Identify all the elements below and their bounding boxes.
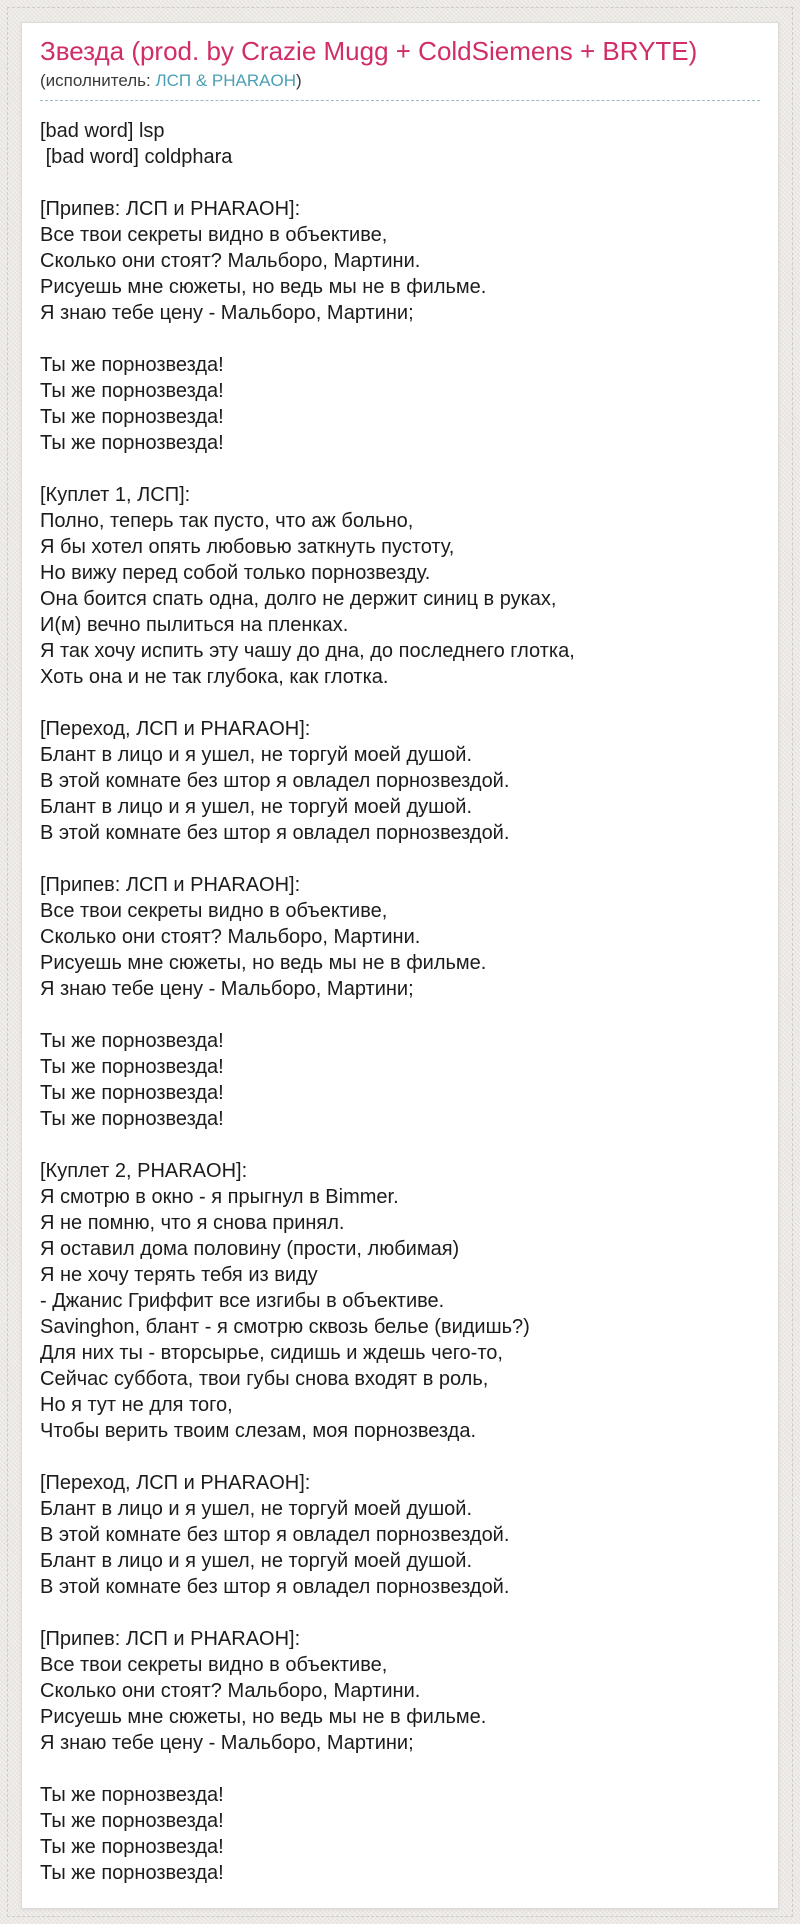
lyric-line: [Куплет 1, ЛСП]:	[40, 484, 191, 506]
stanza-gap	[40, 326, 760, 352]
lyric-line: Ты же порнозвезда!	[40, 1082, 224, 1104]
lyric-line: Ты же порнозвезда!	[40, 380, 224, 402]
lyric-line: Сейчас суббота, твои губы снова входят в роль,	[40, 1368, 489, 1390]
lyric-line: Рисуешь мне сюжеты, но ведь мы не в фильме.	[40, 952, 487, 974]
stanza-gap	[40, 846, 760, 872]
lyric-line: Блант в лицо и я ушел, не торгуй моей душой.	[40, 1498, 473, 1520]
lyric-line: Ты же порнозвезда!	[40, 406, 224, 428]
lyric-line: [Припев: ЛСП и PHARAOH]:	[40, 198, 301, 220]
lyric-line: Сколько они стоят? Мальборо, Мартини.	[40, 250, 421, 272]
lyric-line: Все твои секреты видно в объективе,	[40, 900, 388, 922]
lyric-line: Полно, теперь так пусто, что аж больно,	[40, 510, 414, 532]
lyric-line: Хоть она и не так глубока, как глотка.	[40, 666, 389, 688]
lyric-line: Блант в лицо и я ушел, не торгуй моей душой.	[40, 744, 473, 766]
lyric-line: Ты же порнозвезда!	[40, 1862, 224, 1884]
lyric-line: В этой комнате без штор я овладел порнозвездой.	[40, 770, 510, 792]
lyrics-body	[40, 118, 760, 1886]
lyric-line: [Припев: ЛСП и PHARAOH]:	[40, 874, 301, 896]
lyric-line: Я не хочу терять тебя из виду	[40, 1264, 318, 1286]
lyric-line: [bad word] coldphara	[40, 146, 233, 168]
lyric-line: Я бы хотел опять любовью заткнуть пустоту,	[40, 536, 455, 558]
lyric-line: И(м) вечно пылиться на пленках.	[40, 614, 349, 636]
stanza-gap	[40, 1444, 760, 1470]
lyric-line: Ты же порнозвезда!	[40, 1836, 224, 1858]
artist-link[interactable]: ЛСП & PHARAOH	[155, 71, 296, 90]
lyric-line: Я не помню, что я снова принял.	[40, 1212, 345, 1234]
stanza-gap	[40, 1132, 760, 1158]
lyric-line: [bad word] lsp	[40, 120, 165, 142]
lyric-line: Я оставил дома половину (прости, любимая)	[40, 1238, 460, 1260]
lyric-line: [Переход, ЛСП и PHARAOH]:	[40, 718, 311, 740]
lyric-line: Блант в лицо и я ушел, не торгуй моей душой.	[40, 1550, 473, 1572]
artist-label-prefix: (исполнитель:	[40, 71, 156, 90]
lyric-line: Ты же порнозвезда!	[40, 1056, 224, 1078]
lyric-line: [Переход, ЛСП и PHARAOH]:	[40, 1472, 311, 1494]
lyric-line: Ты же порнозвезда!	[40, 1108, 224, 1130]
lyric-line: Но вижу перед собой только порнозвезду.	[40, 562, 431, 584]
lyric-line: [Припев: ЛСП и PHARAOH]:	[40, 1628, 301, 1650]
lyric-line: Рисуешь мне сюжеты, но ведь мы не в фильме.	[40, 1706, 487, 1728]
song-title: Звезда (prod. by Crazie Mugg + ColdSiemens + BRYTE)	[40, 36, 698, 66]
lyric-line: Ты же порнозвезда!	[40, 432, 224, 454]
lyric-line: В этой комнате без штор я овладел порнозвездой.	[40, 1576, 510, 1598]
lyric-line: В этой комнате без штор я овладел порнозвездой.	[40, 822, 510, 844]
lyric-line: Для них ты - вторсырье, сидишь и ждешь чего-то,	[40, 1342, 503, 1364]
lyric-line: - Джанис Гриффит все изгибы в объективе.	[40, 1290, 445, 1312]
lyric-line: Ты же порнозвезда!	[40, 1784, 224, 1806]
lyric-line: Все твои секреты видно в объективе,	[40, 224, 388, 246]
lyric-line: Она боится спать одна, долго не держит синиц в руках,	[40, 588, 557, 610]
stanza-gap	[40, 1756, 760, 1782]
stanza-gap	[40, 690, 760, 716]
lyric-line: Все твои секреты видно в объективе,	[40, 1654, 388, 1676]
stanza-gap	[40, 170, 760, 196]
lyric-line: Но я тут не для того,	[40, 1394, 233, 1416]
lyric-line: Ты же порнозвезда!	[40, 354, 224, 376]
lyric-line: Блант в лицо и я ушел, не торгуй моей душой.	[40, 796, 473, 818]
lyric-line: Я так хочу испить эту чашу до дна, до последнего глотка,	[40, 640, 575, 662]
lyric-line: Чтобы верить твоим слезам, моя порнозвезда.	[40, 1420, 477, 1442]
lyric-line: Рисуешь мне сюжеты, но ведь мы не в фильме.	[40, 276, 487, 298]
lyric-line: Я смотрю в окно - я прыгнул в Bimmer.	[40, 1186, 399, 1208]
lyric-line: Ты же порнозвезда!	[40, 1810, 224, 1832]
artist-label-suffix: )	[295, 71, 302, 90]
lyric-line: Ты же порнозвезда!	[40, 1030, 224, 1052]
lyric-line: Я знаю тебе цену - Мальборо, Мартини;	[40, 978, 414, 1000]
stanza-gap	[40, 1600, 760, 1626]
lyric-line: [Куплет 2, PHARAOH]:	[40, 1160, 248, 1182]
lyrics-card	[21, 22, 779, 1909]
lyric-line: Сколько они стоят? Мальборо, Мартини.	[40, 926, 421, 948]
artist-line	[40, 70, 760, 101]
lyric-line: Сколько они стоят? Мальборо, Мартини.	[40, 1680, 421, 1702]
lyric-line: Я знаю тебе цену - Мальборо, Мартини;	[40, 302, 414, 324]
lyric-line: Savinghon, блант - я смотрю сквозь белье (видишь?)	[40, 1316, 530, 1338]
lyric-line: В этой комнате без штор я овладел порнозвездой.	[40, 1524, 510, 1546]
lyric-line: Я знаю тебе цену - Мальборо, Мартини;	[40, 1732, 414, 1754]
stanza-gap	[40, 456, 760, 482]
stanza-gap	[40, 1002, 760, 1028]
